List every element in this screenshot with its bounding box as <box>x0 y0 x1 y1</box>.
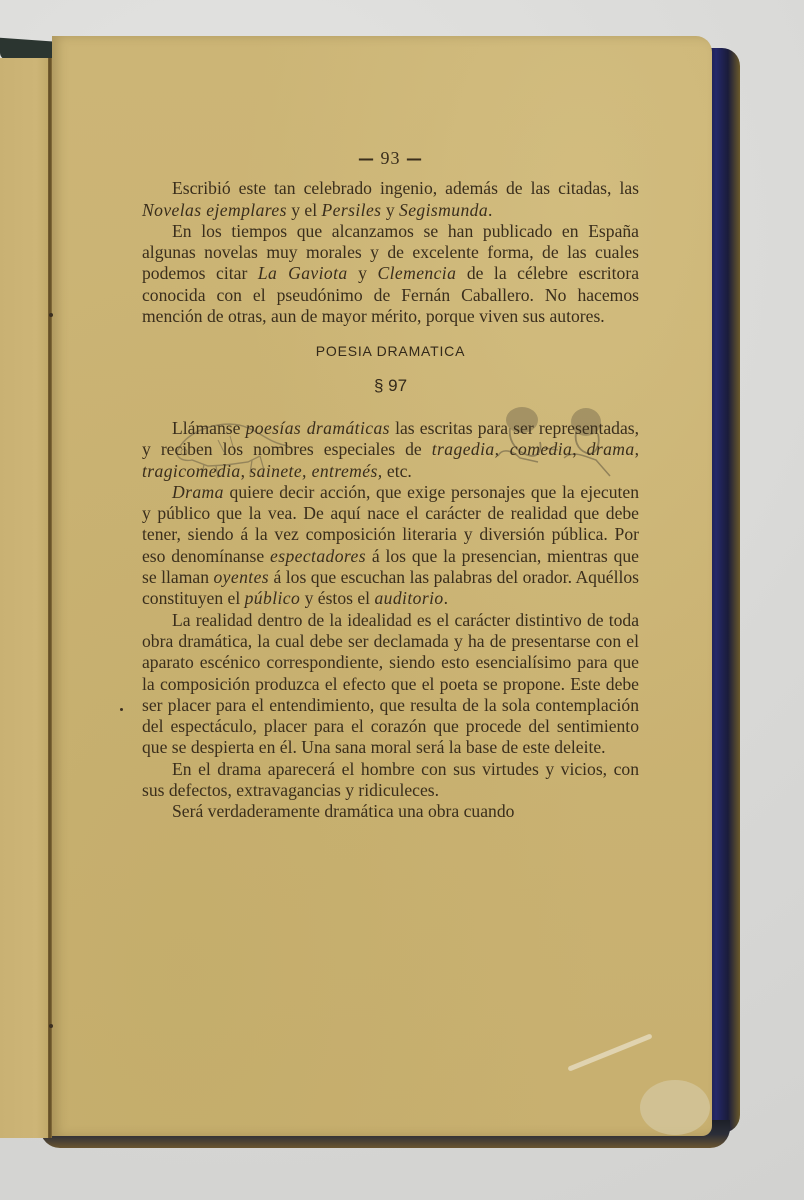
text-run: y el <box>286 199 322 220</box>
text-run: Llámanse <box>172 417 246 438</box>
italic-term: auditorio <box>374 588 444 609</box>
water-stain <box>640 1080 710 1135</box>
facing-page-left <box>0 58 52 1138</box>
paragraph <box>142 178 639 221</box>
italic-term: tragicomedia <box>142 460 241 481</box>
text-run: de la célebre escritora conocida con el pseudónimo de Fernán Caballero. No hacemos mención de otras, aun de mayor mérito, porque viven sus autores. <box>142 263 640 327</box>
text-run: á los que escuchan las palabras del orador. Aquéllos constituyen el <box>142 567 639 609</box>
page-number <box>142 148 639 169</box>
ink-speck <box>120 708 123 711</box>
paragraph <box>142 801 639 822</box>
text-run: á los que la presencian, mientras que se llaman <box>142 545 639 588</box>
folio-dash-left: — <box>358 149 375 168</box>
text-run: Será verdaderamente dramática una obra cuando <box>172 801 515 822</box>
text-run: etc. <box>382 460 412 481</box>
text-run: La realidad dentro de la idealidad es el carácter distintivo de toda obra dramática, la cual debe ser declamada y ha de presentarse con el aparato escénico correspondiente, siendo esto esencialísimo para que la composición produzca el efecto que el poeta se propone. Este debe ser placer para el entendimiento, que resulta de la sola contemplación del espectáculo, placer para el corazón que procede del sentimiento que se despierta en él. Una sana moral será la base de este deleite. <box>142 609 639 758</box>
text-run: En los tiempos que alcanzamos se han publicado en España algunas novelas muy morales y de excelente forma, de las cuales podemos citar <box>142 220 639 284</box>
folio-dash-right: — <box>406 149 423 168</box>
section-number: § 97 <box>373 375 408 395</box>
italic-term: oyentes <box>213 567 270 588</box>
page-text <box>142 148 639 823</box>
text-run: quiere decir acción, que exige personajes que la ejecuten y público que la vea. De aquí nace el carácter de realidad que debe tener, siendo á la vez composición literaria y diversión pública. Por eso denomínanse <box>142 481 639 566</box>
paragraphs-before-section <box>142 178 639 327</box>
italic-term: Persiles <box>321 199 382 220</box>
text-run: . <box>443 588 448 609</box>
italic-term: Clemencia <box>377 263 457 284</box>
paragraph <box>142 759 639 802</box>
paragraphs-after-section <box>142 418 639 823</box>
italic-term: La Gaviota <box>257 263 348 284</box>
text-run: , <box>572 439 587 460</box>
text-run: , <box>240 460 250 481</box>
text-run: y éstos el <box>300 588 375 609</box>
italic-term: Segismunda <box>399 199 489 220</box>
text-run: las escritas para ser representadas, y reciben los nombres especiales de <box>142 417 639 460</box>
italic-term: Novelas ejemplares <box>142 199 287 220</box>
page-number-value: 93 <box>380 148 401 168</box>
text-run: y <box>381 199 400 220</box>
italic-term: tragedia, comedia <box>431 439 573 460</box>
italic-term: Drama <box>172 481 224 502</box>
text-run: En el drama aparecerá el hombre con sus virtudes y vicios, con sus defectos, extravagancias y ridiculeces. <box>142 758 639 801</box>
text-run: . <box>488 199 493 220</box>
paragraph <box>142 418 639 482</box>
text-run: , <box>634 439 640 460</box>
paragraph <box>142 610 639 759</box>
text-run: y <box>347 263 378 284</box>
stitch-mark <box>49 1024 53 1028</box>
italic-term: sainete, entremés, <box>249 460 383 481</box>
stitch-mark <box>49 313 53 317</box>
paragraph <box>142 221 639 327</box>
italic-term: poesías dramáticas <box>245 417 390 438</box>
italic-term: público <box>244 588 301 609</box>
italic-term: espectadores <box>269 545 366 566</box>
section-heading: POESIA DRAMATICA <box>315 343 466 360</box>
paragraph <box>142 482 639 610</box>
text-run: Escribió este tan celebrado ingenio, además de las citadas, las <box>172 178 639 199</box>
italic-term: drama <box>586 439 635 460</box>
